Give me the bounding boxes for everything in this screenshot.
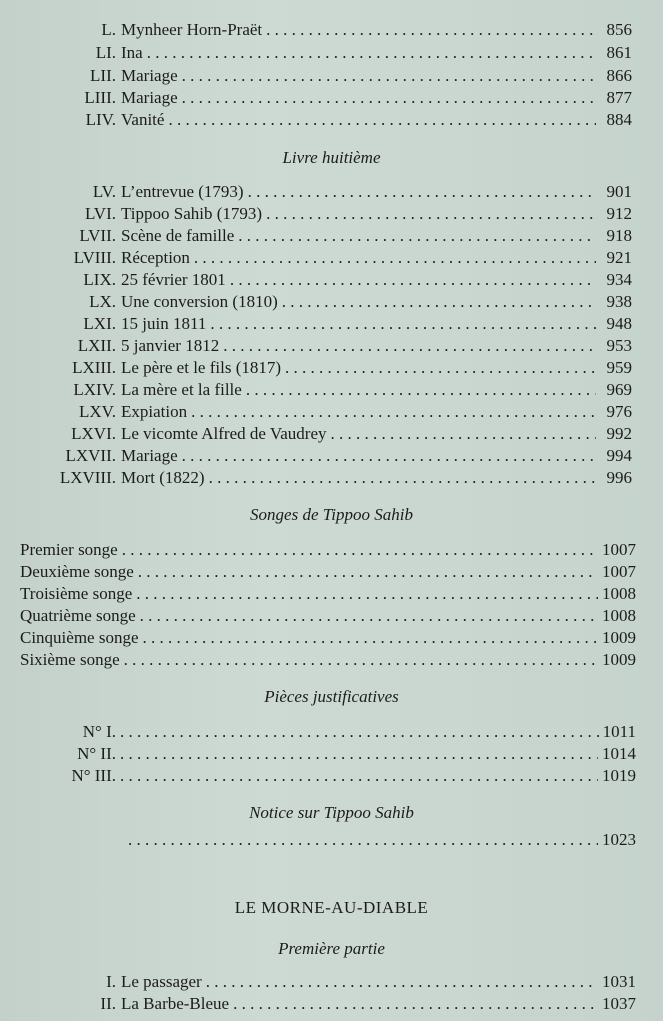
toc-entry: [8, 378, 632, 402]
dot-leader: [140, 604, 598, 628]
page-number: 953: [606, 336, 632, 355]
page-number: 1023: [602, 830, 636, 849]
chapter-title: Mariage: [121, 66, 178, 85]
part-heading: LE MORNE-AU-DIABLE: [234, 898, 429, 917]
page-number: 866: [606, 66, 632, 85]
dot-leader: [248, 180, 596, 204]
dot-leader: [246, 378, 596, 402]
chapter-title: Deuxième songe: [20, 562, 134, 581]
chapter-title: Le vicomte Alfred de Vaudrey: [121, 424, 327, 443]
page-number: 901: [606, 182, 632, 201]
chapter-number: LIII.: [84, 88, 116, 107]
chapter-number: LVII.: [79, 226, 116, 245]
chapter-title: Cinquième songe: [20, 628, 139, 647]
chapter-number: LIX.: [83, 270, 116, 289]
page-number: 994: [606, 446, 632, 465]
toc-entry: [128, 828, 636, 852]
toc-entry: [20, 604, 636, 628]
dot-leader: [120, 720, 599, 744]
page-number: 1011: [602, 722, 636, 741]
section-heading: Songes de Tippoo Sahib: [250, 505, 413, 524]
document-number: N° I.: [82, 722, 116, 741]
dot-leader: [206, 970, 598, 994]
toc-entry: [8, 334, 632, 358]
chapter-number: LXIII.: [72, 358, 116, 377]
dot-leader: [138, 560, 598, 584]
toc-entry: [8, 422, 632, 446]
dot-leader: [124, 648, 598, 672]
toc-entry: [20, 560, 636, 584]
toc-entry: [20, 538, 636, 562]
toc-entry: [8, 444, 632, 468]
toc-entry: [8, 742, 636, 766]
page-number: 938: [606, 292, 632, 311]
toc-entry: [8, 180, 632, 204]
page-number: 996: [606, 468, 632, 487]
chapter-title: Scène de famille: [121, 226, 235, 245]
page-number: 1008: [602, 606, 636, 625]
page-number: 912: [606, 204, 632, 223]
dot-leader: [191, 400, 596, 424]
page-number: 861: [606, 43, 632, 62]
chapter-title: Vanité: [121, 110, 165, 129]
dot-leader: [147, 41, 596, 65]
chapter-title: Ina: [121, 43, 143, 62]
chapter-title: 25 février 1801: [121, 270, 226, 289]
document-number: N° III.: [71, 766, 116, 785]
toc-entry: [8, 764, 636, 788]
chapter-number: LXVI.: [71, 424, 116, 443]
page-number: 1009: [602, 628, 636, 647]
page-number: 1007: [602, 562, 636, 581]
dot-leader: [233, 992, 598, 1016]
toc-entry: [8, 356, 632, 380]
toc-entry: [20, 582, 636, 606]
toc-entry: [8, 720, 636, 744]
page-number: 948: [606, 314, 632, 333]
dot-leader: [120, 764, 598, 788]
dot-leader: [194, 246, 596, 270]
toc-entry: [20, 648, 636, 672]
document-number: N° II.: [77, 744, 116, 763]
dot-leader: [223, 334, 596, 358]
section-heading: Première partie: [278, 939, 385, 958]
toc-entry: [8, 18, 632, 42]
dot-leader: [209, 466, 596, 490]
section-heading: Pièces justificatives: [264, 687, 399, 706]
page-number: 1009: [602, 650, 636, 669]
chapter-number: L.: [101, 20, 116, 39]
dot-leader: [182, 86, 596, 110]
dot-leader: [182, 444, 596, 468]
page-number: 1019: [602, 766, 636, 785]
chapter-title: Sixième songe: [20, 650, 120, 669]
page-number: 918: [606, 226, 632, 245]
page-number: 976: [606, 402, 632, 421]
toc-entry: [8, 970, 636, 994]
dot-leader: [122, 538, 598, 562]
chapter-title: L’entrevue (1793): [121, 182, 244, 201]
chapter-number: LIV.: [85, 110, 116, 129]
chapter-number: LXV.: [79, 402, 116, 421]
dot-leader: [210, 312, 596, 336]
dot-leader: [143, 626, 598, 650]
chapter-title: La Barbe-Bleue: [121, 994, 230, 1013]
toc-entry: [8, 400, 632, 424]
page-number: 959: [606, 358, 632, 377]
chapter-title: Mariage: [121, 88, 178, 107]
page-number: 969: [606, 380, 632, 399]
chapter-number: LII.: [90, 66, 116, 85]
toc-entry: [8, 466, 632, 490]
chapter-number: LI.: [95, 43, 116, 62]
dot-leader: [266, 202, 596, 226]
chapter-title: Troisième songe: [20, 584, 133, 603]
toc-entry: [20, 626, 636, 650]
toc-entry: [8, 64, 632, 88]
chapter-title: Le père et le fils (1817): [121, 358, 282, 377]
chapter-number: LVI.: [84, 204, 116, 223]
chapter-number: LXI.: [83, 314, 116, 333]
dot-leader: [285, 356, 596, 380]
page-number: 1008: [602, 584, 636, 603]
chapter-number: LXVII.: [65, 446, 116, 465]
page-number: 1031: [602, 972, 636, 991]
toc-entry: [8, 992, 636, 1016]
page-number: 1014: [602, 744, 636, 763]
toc-entry: [8, 108, 632, 132]
dot-leader: [331, 422, 596, 446]
dot-leader: [136, 582, 598, 606]
chapter-number: I.: [106, 972, 116, 991]
chapter-title: 5 janvier 1812: [121, 336, 220, 355]
chapter-title: Premier songe: [20, 540, 118, 559]
chapter-title: Mort (1822): [121, 468, 205, 487]
toc-entry: [8, 41, 632, 65]
page-number: 1037: [602, 994, 636, 1013]
page-number: 856: [606, 20, 632, 39]
dot-leader: [266, 18, 596, 42]
chapter-number: LX.: [89, 292, 116, 311]
toc-entry: [8, 86, 632, 110]
toc-entry: [8, 290, 632, 314]
dot-leader: [128, 828, 598, 852]
chapter-title: Le passager: [121, 972, 202, 991]
toc-entry: [8, 246, 632, 270]
chapter-title: Mariage: [121, 446, 178, 465]
page-number: 921: [606, 248, 632, 267]
chapter-title: Mynheer Horn-Praët: [121, 20, 263, 39]
chapter-title: 15 juin 1811: [121, 314, 207, 333]
chapter-number: LXVIII.: [59, 468, 116, 487]
chapter-number: LXIV.: [73, 380, 116, 399]
dot-leader: [230, 268, 596, 292]
dot-leader: [182, 64, 596, 88]
chapter-title: Tippoo Sahib (1793): [121, 204, 263, 223]
chapter-title: Réception: [121, 248, 190, 267]
chapter-title: Une conversion (1810): [121, 292, 278, 311]
dot-leader: [238, 224, 596, 248]
section-heading: Notice sur Tippoo Sahib: [249, 803, 414, 822]
page-number: 877: [606, 88, 632, 107]
page-number: 992: [606, 424, 632, 443]
toc-entry: [8, 224, 632, 248]
chapter-number: LV.: [92, 182, 116, 201]
page-number: 884: [606, 110, 632, 129]
chapter-title: Quatrième songe: [20, 606, 136, 625]
toc-entry: [8, 202, 632, 226]
dot-leader: [282, 290, 596, 314]
toc-entry: [8, 312, 632, 336]
chapter-number: II.: [100, 994, 116, 1013]
page-number: 1007: [602, 540, 636, 559]
chapter-title: Expiation: [121, 402, 188, 421]
page-number: 934: [606, 270, 632, 289]
chapter-number: LVIII.: [73, 248, 116, 267]
chapter-number: LXII.: [77, 336, 116, 355]
section-heading: Livre huitième: [282, 148, 381, 167]
chapter-title: La mère et la fille: [121, 380, 242, 399]
toc-entry: [8, 268, 632, 292]
dot-leader: [120, 742, 598, 766]
dot-leader: [168, 108, 596, 132]
